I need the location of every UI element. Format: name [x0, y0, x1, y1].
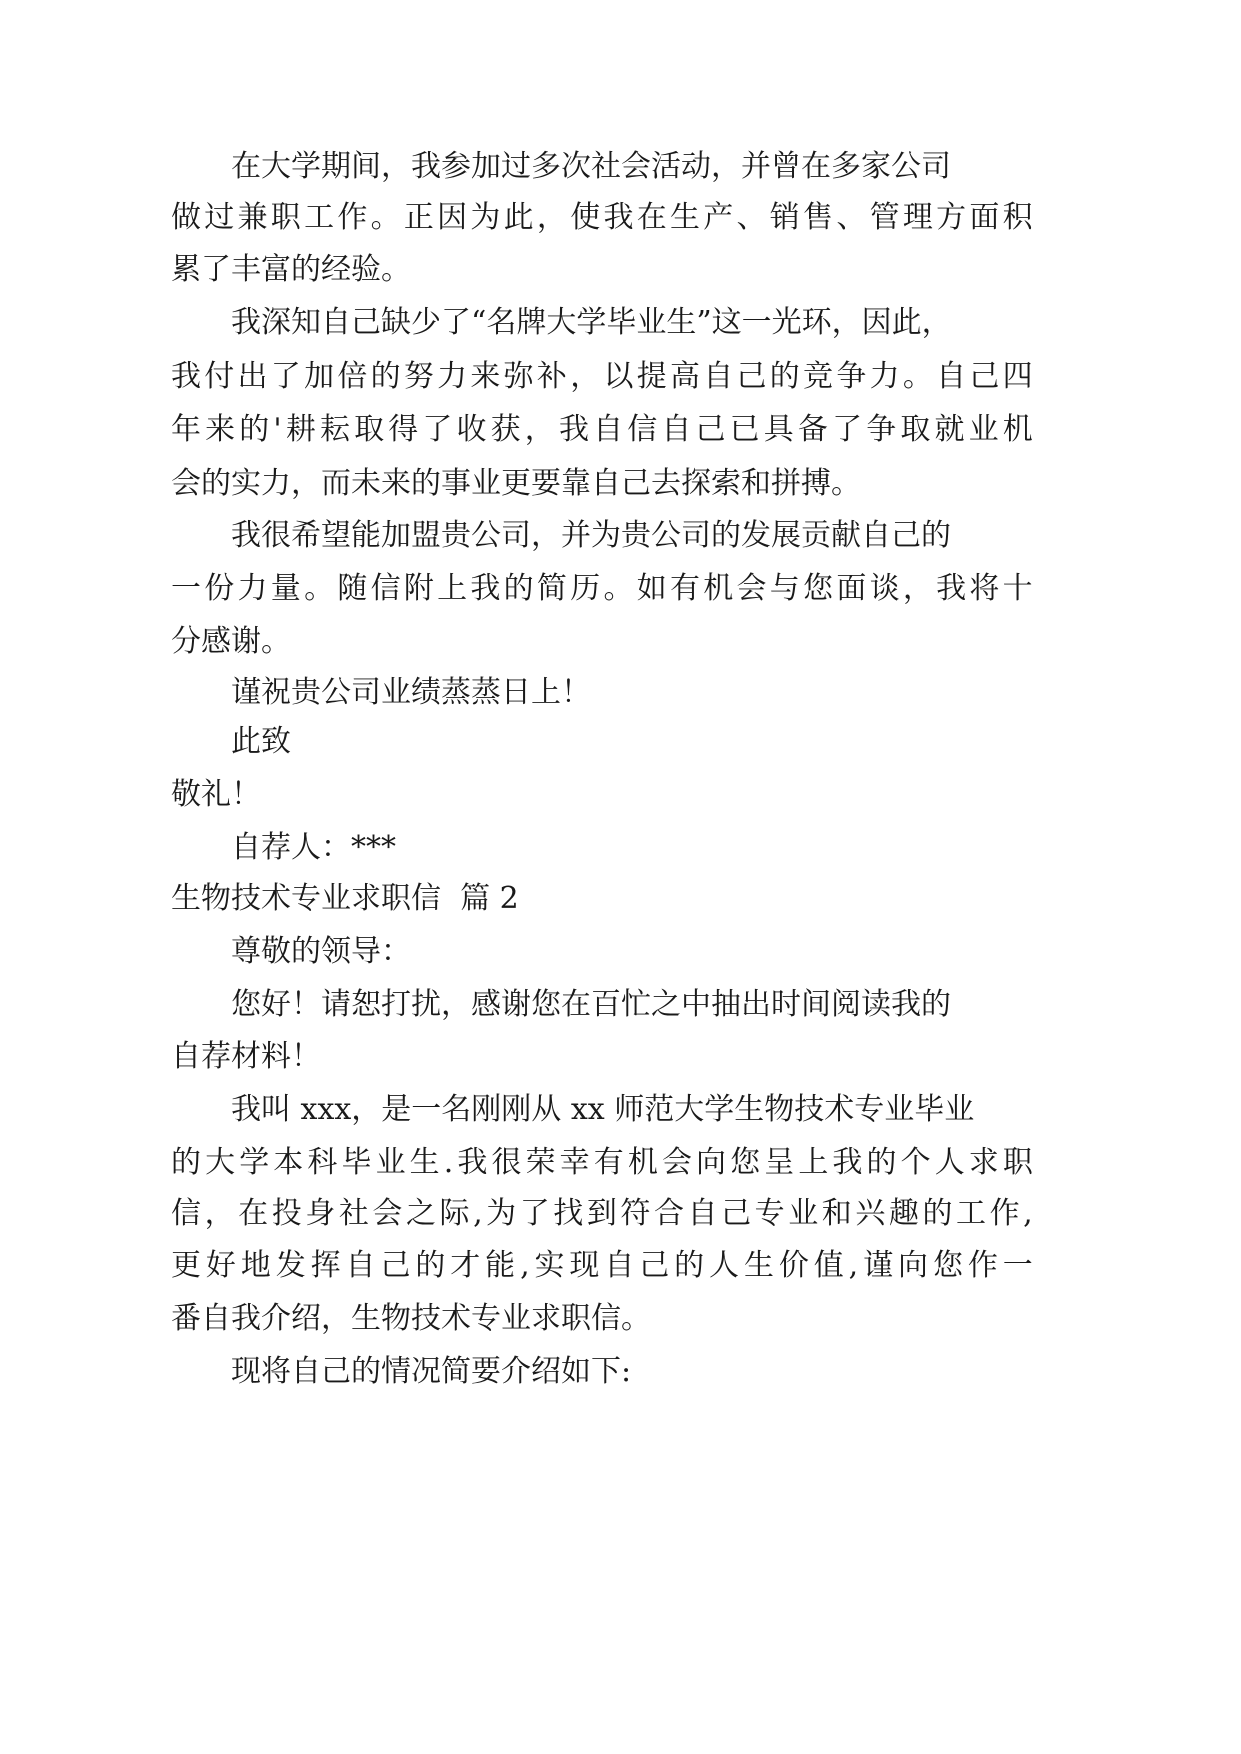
text-line: 年 来 的 ' 耕 耘 取 得 了 收 获 ， 我 自 信 自 己 已 具 备 了 争 取 就 业 机 — [171, 412, 1033, 447]
text-line: 一 份 力 量 。 随 信 附 上 我 的 简 历 。 如 有 机 会 与 您 面 谈 ， 我 将 十 — [171, 571, 1033, 606]
text-line: 您好！请恕打扰，感谢您在百忙之中抽出时间阅读我的 — [231, 987, 951, 1022]
text-line: 会的实力，而未来的事业更要靠自己去探索和拼搏。 — [171, 466, 861, 501]
text-line: 谨祝贵公司业绩蒸蒸日上！ — [231, 675, 591, 710]
text-line: 做 过 兼 职 工 作 。 正 因 为 此 ， 使 我 在 生 产 、 销 售 、 管 理 方 面 积 — [171, 200, 1033, 235]
text-line: 在大学期间，我参加过多次社会活动，并曾在多家公司 — [231, 149, 951, 184]
text-line: 信 ， 在 投 身 社 会 之 际 , 为 了 找 到 符 合 自 己 专 业 和 兴 趣 的 工 作 , — [171, 1196, 1033, 1231]
text-line: 累了丰富的经验。 — [171, 252, 411, 287]
text-line: 更 好 地 发 挥 自 己 的 才 能 , 实 现 自 己 的 人 生 价 值 , 谨 向 您 作 一 — [171, 1248, 1033, 1283]
text-line: 现将自己的情况简要介绍如下: — [231, 1354, 632, 1389]
text-line: 自荐人：*** — [231, 830, 396, 865]
text-line: 尊敬的领导： — [231, 934, 411, 969]
text-line: 的 大 学 本 科 毕 业 生 . 我 很 荣 幸 有 机 会 向 您 呈 上 我 的 个 人 求 职 — [171, 1145, 1033, 1180]
text-line: 此致 — [231, 724, 291, 759]
text-line: 番自我介绍，生物技术专业求职信。 — [171, 1301, 651, 1336]
section-heading: 生物技术专业求职信 篇 2 — [171, 881, 519, 916]
text-line: 我 付 出 了 加 倍 的 努 力 来 弥 补 ， 以 提 高 自 己 的 竞 争 力 。 自 己 四 — [171, 359, 1033, 394]
text-line: 分感谢。 — [171, 624, 291, 659]
text-line: 我叫 xxx，是一名刚刚从 xx 师范大学生物技术专业毕业 — [231, 1092, 975, 1127]
text-line: 我深知自己缺少了“名牌大学毕业生”这一光环，因此， — [231, 305, 952, 340]
text-line: 自荐材料！ — [171, 1039, 321, 1074]
text-line: 敬礼！ — [171, 777, 261, 812]
text-line: 我很希望能加盟贵公司，并为贵公司的发展贡献自己的 — [231, 518, 951, 553]
